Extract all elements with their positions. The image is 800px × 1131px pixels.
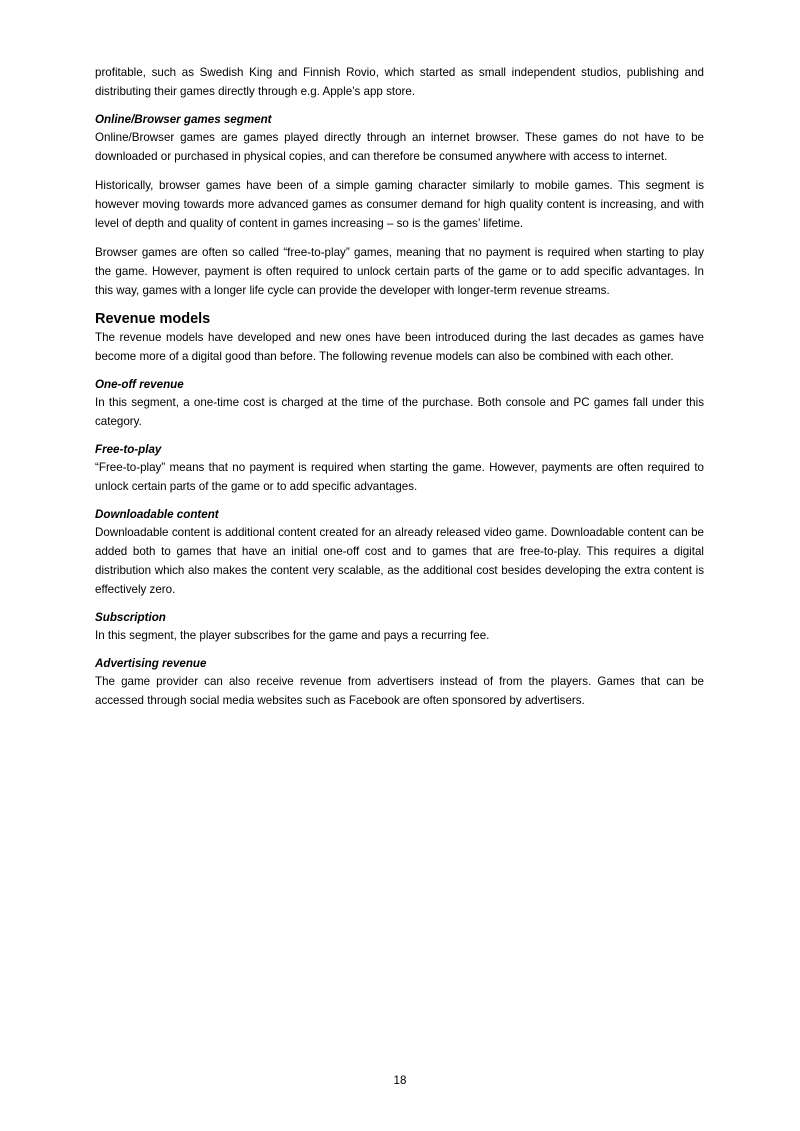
revenue-models-section [95, 310, 704, 710]
revenue-model-subscription [95, 609, 704, 645]
online-browser-heading: Online/Browser games segment [95, 113, 272, 126]
revenue-models-title: Revenue models [95, 311, 211, 327]
revenue-model-downloadable-content [95, 506, 704, 599]
online-browser-paragraph-1: Online/Browser games are games played directly through an internet browser. These games do not have to be downloaded or purchased in physical copies, and can therefore be consumed anywhere with access to internet. [95, 131, 704, 163]
revenue-model-text: The game provider can also receive revenue from advertisers instead of from the players. Games that can be accessed through social media websites such as Facebook are often sponsored by advertisers. [95, 675, 704, 707]
online-browser-section [95, 111, 704, 300]
document-page [95, 63, 704, 720]
revenue-model-heading: Free-to-play [95, 443, 162, 456]
revenue-model-heading: Advertising revenue [95, 657, 207, 670]
page-number: 18 [393, 1074, 407, 1087]
revenue-model-free-to-play [95, 441, 704, 496]
intro-paragraph: profitable, such as Swedish King and Finnish Rovio, which started as small independent studios, publishing and distributing their games directly through e.g. Apple’s app store. [95, 66, 704, 98]
revenue-model-text: In this segment, a one-time cost is charged at the time of the purchase. Both console and PC games fall under this category. [95, 396, 704, 428]
revenue-models-intro: The revenue models have developed and new ones have been introduced during the last decades as games have become more of a digital good than before. The following revenue models can also be combined with each other. [95, 331, 704, 363]
revenue-model-text: In this segment, the player subscribes for the game and pays a recurring fee. [95, 629, 490, 642]
online-browser-paragraph-3: Browser games are often so called “free-to-play” games, meaning that no payment is required when starting to play the game. However, payment is often required to unlock certain parts of the game or to add specific advantages. In this way, games with a longer life cycle can provide the developer with longer-term revenue streams. [95, 246, 704, 297]
online-browser-paragraph-2: Historically, browser games have been of a simple gaming character similarly to mobile games. This segment is however moving towards more advanced games as consumer demand for high quality content is increasing, and with level of depth and quality of content in games increasing – so is the games’ lifetime. [95, 179, 704, 230]
revenue-model-one-off [95, 376, 704, 431]
revenue-model-heading: Subscription [95, 611, 166, 624]
revenue-model-text: “Free-to-play” means that no payment is required when starting the game. However, payments are often required to unlock certain parts of the game or to add specific advantages. [95, 461, 704, 493]
revenue-model-advertising [95, 655, 704, 710]
revenue-model-heading: One-off revenue [95, 378, 184, 391]
revenue-model-heading: Downloadable content [95, 508, 219, 521]
revenue-model-text: Downloadable content is additional content created for an already released video game. Downloadable content can be added both to games that have an initial one-off cost and to games that are free-to-play. This requires a digital distribution which also makes the content very scalable, as the additional cost besides developing the extra content is effectively zero. [95, 526, 704, 596]
